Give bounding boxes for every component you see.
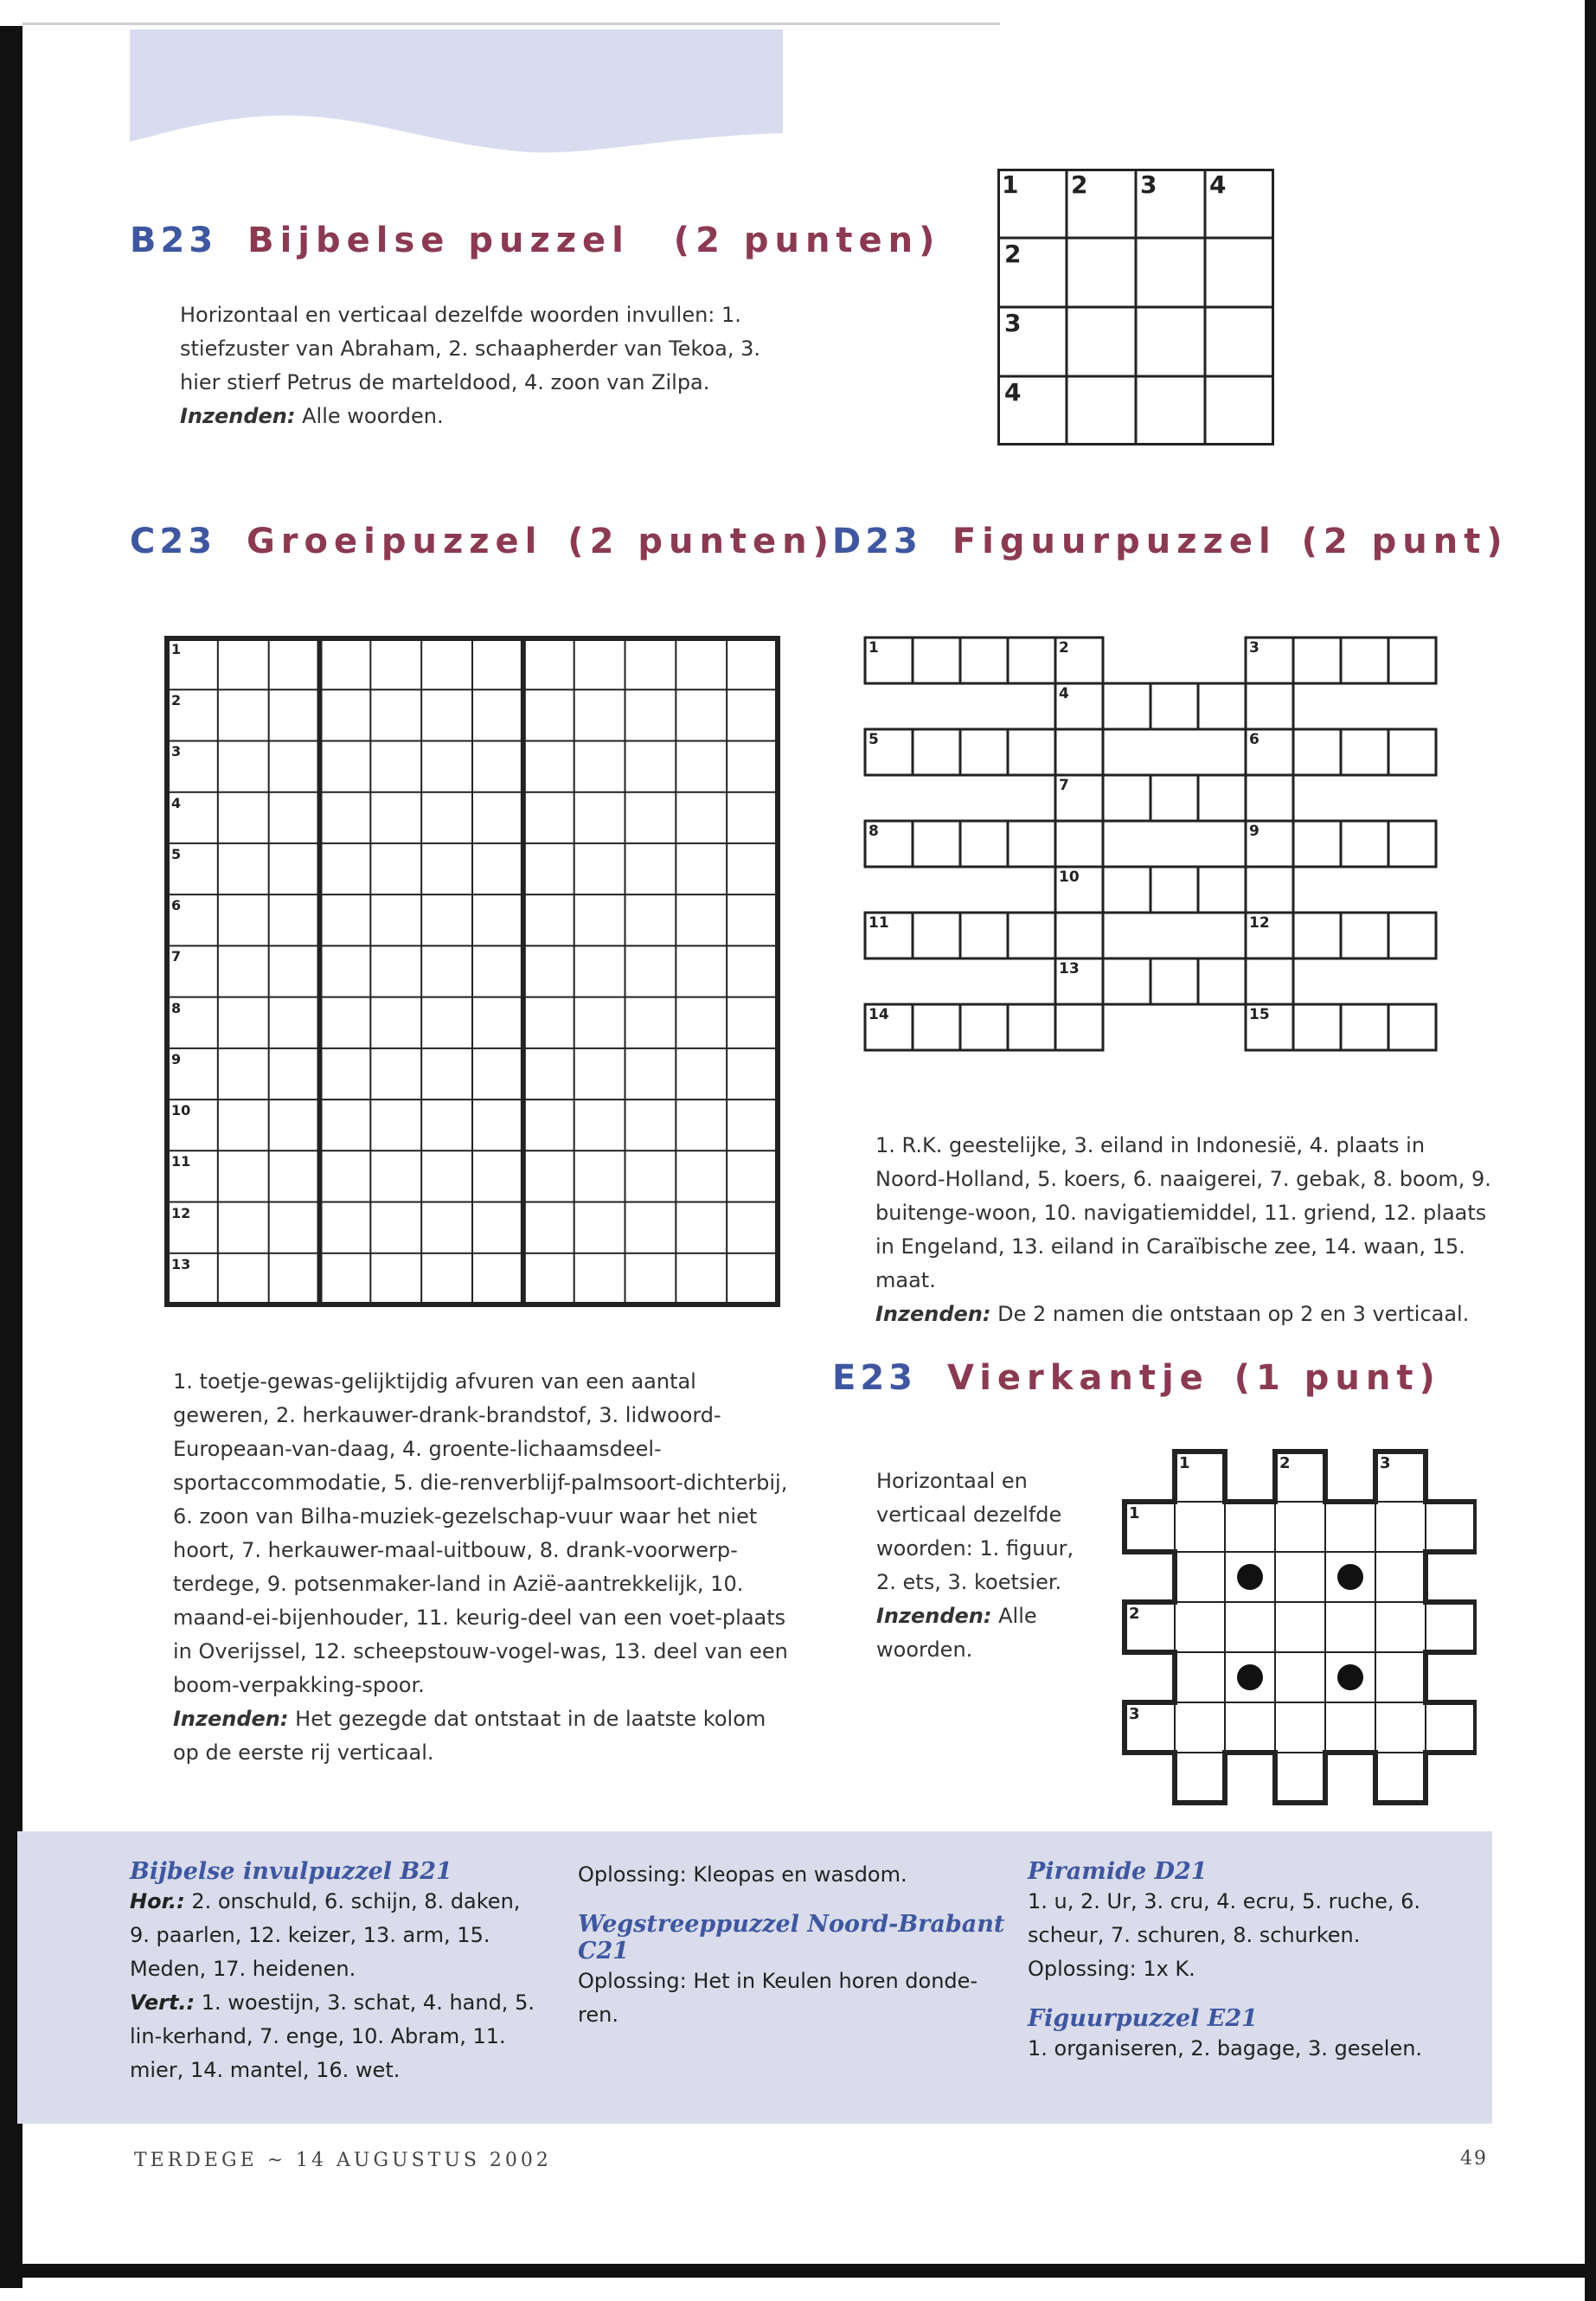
d23-grid-lines: [863, 636, 1490, 1064]
d23-cell: [913, 638, 960, 683]
solution-d21-text: 1. u, 2. Ur, 3. cru, 4. ecru, 5. ruche, 6. scheur, 7. schuren, 8. schurken.: [1028, 1889, 1421, 1947]
c23-send-text: Het gezegde dat ontstaat in de laatste kolom op de eerste rij verticaal.: [173, 1707, 766, 1765]
d23-cell: [1103, 958, 1151, 1004]
c23-row-number: 10: [171, 1102, 191, 1119]
c23-instructions: [173, 1365, 794, 1770]
d23-cell: [1246, 958, 1293, 1004]
e23-title: Vierkantje: [946, 1358, 1209, 1398]
c23-row-number: 5: [171, 845, 182, 862]
e23-cell: [1275, 1652, 1325, 1702]
d23-cell: [1055, 1004, 1103, 1050]
e23-cell: [1225, 1502, 1275, 1552]
b23-num-row-2: 2: [1004, 240, 1022, 268]
d23-cell: [1151, 683, 1198, 729]
d23-send-text: De 2 namen die ontstaan op 2 en 3 verticaal.: [997, 1302, 1470, 1326]
e23-top-number: 1: [1179, 1454, 1190, 1472]
e23-cell: [1426, 1702, 1476, 1753]
solution-right: [1028, 1858, 1426, 2066]
c23-heading: [130, 522, 835, 561]
d23-cell: [1293, 638, 1341, 683]
b23-num-4: 4: [1209, 170, 1227, 199]
c23-points: (2 punten): [567, 522, 835, 561]
d23-cell: [1388, 1004, 1436, 1050]
e23-cell: [1375, 1652, 1426, 1702]
b23-grid[interactable]: [997, 169, 1274, 445]
d23-cell: [1198, 867, 1246, 913]
d23-cell: [913, 729, 960, 775]
e23-cell: [1375, 1602, 1426, 1652]
d23-cell: [1341, 821, 1388, 867]
d23-cell: [1103, 683, 1151, 729]
d23-cell: [1341, 638, 1388, 683]
d23-cell: [960, 821, 1008, 867]
e23-cell: [1375, 1753, 1426, 1803]
e23-points: (1 punt): [1234, 1358, 1441, 1398]
b23-instructions: [180, 298, 803, 433]
d23-cell: [1103, 867, 1151, 913]
e23-cell: [1275, 1552, 1325, 1602]
solution-e21-text: 1. organiseren, 2. bagage, 3. geselen.: [1028, 2036, 1423, 2061]
e23-cell: [1175, 1702, 1225, 1753]
d23-number: 11: [869, 914, 889, 932]
d23-number: 8: [869, 823, 879, 840]
e23-cell: [1375, 1702, 1426, 1753]
d23-cell: [1293, 1004, 1341, 1050]
e23-grid[interactable]: [1120, 1447, 1477, 1807]
b23-num-3: 3: [1140, 170, 1157, 199]
d23-number: 1: [869, 639, 879, 657]
e23-cell: [1175, 1552, 1225, 1602]
c23-code: C23: [130, 522, 217, 561]
b23-send-label: Inzenden:: [180, 404, 296, 428]
d23-number: 9: [1249, 823, 1259, 840]
c23-row-number: 3: [171, 743, 182, 760]
e23-cell: [1275, 1502, 1325, 1552]
d23-cell: [1341, 1004, 1388, 1050]
d23-send-label: Inzenden:: [875, 1302, 991, 1326]
solution-d21-title: Piramide D21: [1028, 1858, 1208, 1885]
d23-number: 13: [1059, 960, 1080, 977]
e23-send-label: Inzenden:: [876, 1604, 992, 1628]
top-rule: [22, 22, 1000, 25]
d23-number: 12: [1249, 914, 1270, 932]
b23-num-row-4: 4: [1004, 378, 1022, 407]
e23-cell: [1325, 1602, 1375, 1652]
e23-top-number: 2: [1279, 1454, 1291, 1472]
e23-send-text: Alle woorden.: [876, 1604, 1037, 1662]
d23-cell: [960, 1004, 1008, 1050]
solution-b21-vert-text: 1. woestijn, 3. schat, 4. hand, 5. lin-kerhand, 7. enge, 10. Abram, 11. mier, 14. mantel, 16. wet.: [130, 1990, 535, 2082]
d23-cell: [913, 821, 960, 867]
c23-row-number: 7: [171, 948, 182, 965]
solution-b21-hor-text: 2. onschuld, 6. schijn, 8. daken, 9. paarlen, 12. keizer, 13. arm, 15. Meden, 17. heidenen.: [130, 1889, 521, 1981]
d23-cell: [1008, 821, 1055, 867]
d23-cell: [1008, 638, 1055, 683]
e23-top-number: 3: [1380, 1454, 1391, 1472]
d23-cell: [1388, 729, 1436, 775]
d23-cell: [1388, 638, 1436, 683]
c23-clues: 1. toetje-gewas-gelijktijdig afvuren van een aantal geweren, 2. herkauwer-drank-brandstof, 3. lidwoord-Europeaan-van-daag, 4. groente-lichaamsdeel-sportaccommodatie, 5. die-renverblijf-palmsoort-dichterbij, 6. zoon van Bilha-muziek-gezelschap-vuur waar het niet hoort, 7. herkauwer-maal-uitbouw, 8. drank-voorwerp-terdege, 9. potsenmaker-land in Azië-aantrekkelijk, 10. maand-ei-bijenhouder, 11. keurig-deel van een voet-plaats in Overijssel, 12. scheepstouw-vogel-was, 13. deel van een boom-verpakking-spoor.: [173, 1369, 788, 1697]
d23-grid[interactable]: [863, 636, 1490, 1064]
e23-cell: [1275, 1753, 1325, 1803]
e23-cell: [1426, 1502, 1476, 1552]
d23-cell: [1151, 775, 1198, 821]
c23-send-label: Inzenden:: [173, 1707, 289, 1731]
d23-cell: [1293, 913, 1341, 958]
e23-instructions: [876, 1465, 1080, 1667]
d23-number: 6: [1249, 731, 1259, 748]
d23-points: (2 punt): [1301, 522, 1509, 561]
e23-side-number: 2: [1129, 1605, 1140, 1623]
d23-cell: [960, 729, 1008, 775]
d23-number: 5: [869, 731, 879, 748]
d23-cell: [1008, 913, 1055, 958]
e23-cell: [1175, 1652, 1225, 1702]
e23-block-dot: [1237, 1564, 1263, 1590]
d23-cell: [960, 913, 1008, 958]
e23-code: E23: [832, 1358, 917, 1398]
d23-cell: [960, 638, 1008, 683]
d23-number: 14: [869, 1006, 889, 1023]
d23-cell: [1008, 1004, 1055, 1050]
b23-grid-lines: [997, 169, 1274, 445]
e23-cell: [1325, 1502, 1375, 1552]
e23-side-number: 1: [1129, 1504, 1140, 1522]
d23-cell: [1246, 867, 1293, 913]
e23-block-dot: [1337, 1564, 1363, 1590]
b23-title: Bijbelse puzzel: [247, 221, 630, 260]
e23-cell: [1375, 1552, 1426, 1602]
d23-cell: [1198, 683, 1246, 729]
b23-num-row-3: 3: [1004, 309, 1022, 337]
d23-number: 2: [1059, 639, 1069, 657]
d23-instructions: [875, 1129, 1498, 1331]
e23-cell: [1175, 1753, 1225, 1803]
c23-row-number: 12: [171, 1204, 191, 1221]
d23-cell: [1151, 958, 1198, 1004]
footer-publication: TERDEGE ~ 14 AUGUSTUS 2002: [134, 2150, 552, 2171]
c23-grid[interactable]: [164, 636, 780, 1307]
b23-points: (2 punten): [673, 221, 941, 260]
footer-page-number: 49: [1460, 2148, 1488, 2170]
d23-cell: [1246, 683, 1293, 729]
c23-row-number: 11: [171, 1153, 191, 1170]
d23-number: 4: [1059, 685, 1069, 702]
c23-row-number: 2: [171, 692, 182, 709]
c23-row-number: 13: [171, 1255, 191, 1272]
d23-cell: [1293, 729, 1341, 775]
c23-title: Groeipuzzel: [246, 522, 543, 561]
c23-row-number: 1: [171, 641, 182, 657]
solution-b21-title: Bijbelse invulpuzzel B21: [130, 1858, 452, 1885]
b23-code: B23: [130, 221, 218, 260]
d23-heading: [832, 522, 1509, 561]
d23-cell: [913, 913, 960, 958]
b23-num-1: 1: [1002, 170, 1019, 199]
e23-cell: [1175, 1502, 1225, 1552]
d23-number: 10: [1059, 868, 1080, 886]
d23-cell: [1293, 821, 1341, 867]
d23-cell: [1055, 821, 1103, 867]
d23-cell: [1198, 958, 1246, 1004]
d23-cell: [1388, 913, 1436, 958]
d23-cell: [913, 1004, 960, 1050]
d23-cell: [1341, 913, 1388, 958]
c23-row-number: 6: [171, 897, 182, 914]
d23-number: 15: [1249, 1006, 1270, 1023]
d23-cell: [1055, 913, 1103, 958]
d23-number: 3: [1249, 639, 1259, 657]
d23-code: D23: [832, 522, 922, 561]
d23-cell: [1103, 775, 1151, 821]
d23-clues: 1. R.K. geestelijke, 3. eiland in Indonesië, 4. plaats in Noord-Holland, 5. koers, 6. naaigerei, 7. gebak, 8. boom, 9. buitenge-woon, 10. navigatiemiddel, 11. griend, 12. plaats in Engeland, 13. eiland in Caraïbische zee, 14. waan, 15. maat.: [875, 1133, 1491, 1292]
d23-cell: [1008, 729, 1055, 775]
right-scan-border: [1585, 0, 1596, 2301]
d23-title: Figuurpuzzel: [952, 522, 1277, 561]
e23-cell: [1225, 1602, 1275, 1652]
b23-clues: Horizontaal en verticaal dezelfde woorden invullen: 1. stiefzuster van Abraham, 2. schaapherder van Tekoa, 3. hier stierf Petrus de marteldood, 4. zoon van Zilpa.: [180, 303, 761, 394]
e23-side-number: 3: [1129, 1705, 1140, 1723]
solution-c21-title: Wegstreeppuzzel Noord-Brabant C21: [578, 1911, 1005, 1965]
c23-grid-lines: [164, 636, 780, 1307]
d23-cell: [1246, 775, 1293, 821]
e23-cell: [1375, 1502, 1426, 1552]
solution-b21-hor-label: Hor.:: [130, 1889, 185, 1913]
solution-e21-title: Figuurpuzzel E21: [1028, 2005, 1258, 2032]
e23-clues: Horizontaal en verticaal dezelfde woorden: 1. figuur, 2. ets, 3. koetsier.: [876, 1469, 1074, 1594]
e23-cell: [1426, 1602, 1476, 1652]
c23-row-number: 8: [171, 999, 182, 1016]
solution-c21-text: Oplossing: Het in Keulen horen donde-ren.: [578, 1969, 978, 2027]
d23-cell: [1341, 729, 1388, 775]
e23-cell: [1225, 1702, 1275, 1753]
e23-heading: [832, 1358, 1441, 1398]
solution-b21-answer: Oplossing: Kleopas en wasdom.: [578, 1862, 907, 1887]
e23-cell: [1175, 1602, 1225, 1652]
d23-number: 7: [1059, 777, 1069, 794]
e23-cell: [1275, 1602, 1325, 1652]
c23-row-number: 9: [171, 1050, 182, 1067]
e23-cell: [1275, 1702, 1325, 1753]
b23-send-text: Alle woorden.: [302, 404, 444, 428]
solution-d21-answer: Oplossing: 1x K.: [1028, 1957, 1195, 1981]
d23-cell: [1055, 729, 1103, 775]
e23-block-dot: [1337, 1664, 1363, 1690]
solution-b21: [130, 1858, 536, 2087]
c23-row-number: 4: [171, 794, 182, 811]
bottom-scan-border: [0, 2264, 1596, 2278]
solution-b21-vert-label: Vert.:: [130, 1990, 195, 2015]
e23-grid-lines: [1120, 1447, 1477, 1807]
d23-cell: [1388, 821, 1436, 867]
e23-cell: [1325, 1702, 1375, 1753]
d23-cell: [1198, 775, 1246, 821]
e23-block-dot: [1237, 1664, 1263, 1690]
d23-cell: [1151, 867, 1198, 913]
solution-middle: [578, 1858, 1010, 2032]
header-banner: [130, 29, 783, 159]
b23-heading: [130, 221, 940, 260]
b23-num-2: 2: [1071, 170, 1088, 199]
